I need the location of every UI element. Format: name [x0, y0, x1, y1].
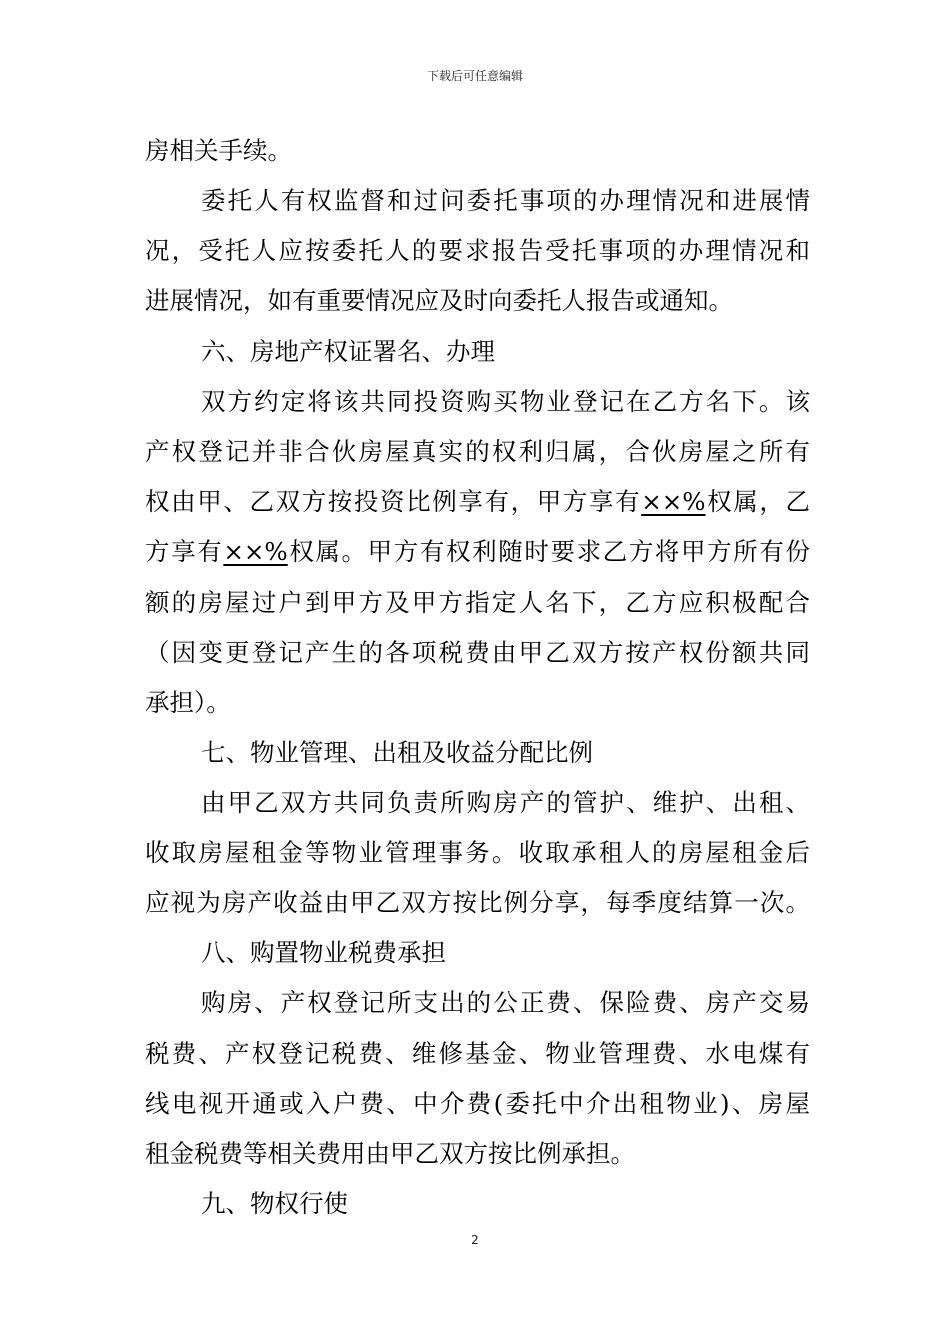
body-line: 进展情况，如有重要情况应及时向委托人报告或通知。 — [145, 286, 733, 315]
body-line: 承担）。 — [145, 688, 231, 717]
body-line: 应视为房产收益由甲乙双方按比例分享，每季度结算一次。 — [145, 888, 810, 917]
body-line: 收取房屋租金等物业管理事务。收取承租人的房屋租金后 — [145, 838, 810, 867]
body-line: 产权登记并非合伙房屋真实的权利归属，合伙房屋之所有 — [145, 437, 810, 466]
section-heading: 九、物权行使 — [201, 1189, 348, 1218]
section-heading: 七、物业管理、出租及收益分配比例 — [201, 738, 593, 767]
body-line: （因变更登记产生的各项税费由甲乙双方按产权份额共同 — [145, 638, 810, 667]
body-line: 购房、产权登记所支出的公正费、保险费、房产交易 — [201, 988, 810, 1017]
text-segment: 方享有 — [145, 537, 224, 566]
text-segment: 权属，乙 — [705, 487, 811, 516]
body-line: 双方约定将该共同投资购买物业登记在乙方名下。该 — [201, 387, 810, 416]
body-line — [145, 536, 810, 568]
body-line: 租金税费等相关费用由甲乙双方按比例承担。 — [145, 1139, 635, 1168]
body-line: 线电视开通或入户费、中介费(委托中介出租物业)、房屋 — [145, 1089, 810, 1118]
body-line: 房相关手续。 — [145, 136, 292, 165]
text-segment: 权属。甲方有权利随时要求乙方将甲方所有份 — [287, 537, 811, 566]
body-line: 税费、产权登记税费、维修基金、物业管理费、水电煤有 — [145, 1039, 810, 1068]
ratio-blank: ××% — [223, 537, 288, 566]
body-line — [145, 486, 810, 518]
section-heading: 六、房地产权证署名、办理 — [201, 337, 495, 366]
body-line: 委托人有权监督和过问委托事项的办理情况和进展情 — [201, 186, 810, 215]
body-line: 由甲乙双方共同负责所购房产的管护、维护、出租、 — [201, 788, 810, 817]
page-number: 2 — [471, 1233, 479, 1247]
body-line: 额的房屋过户到甲方及甲方指定人名下，乙方应积极配合 — [145, 588, 810, 617]
ratio-blank: ××% — [641, 487, 706, 516]
body-line: 况，受托人应按委托人的要求报告受托事项的办理情况和 — [145, 236, 810, 265]
section-heading: 八、购置物业税费承担 — [201, 938, 446, 967]
text-segment: 权由甲、乙双方按投资比例享有，甲方享有 — [145, 487, 642, 516]
page-header: 下载后可任意编辑 — [426, 69, 523, 83]
